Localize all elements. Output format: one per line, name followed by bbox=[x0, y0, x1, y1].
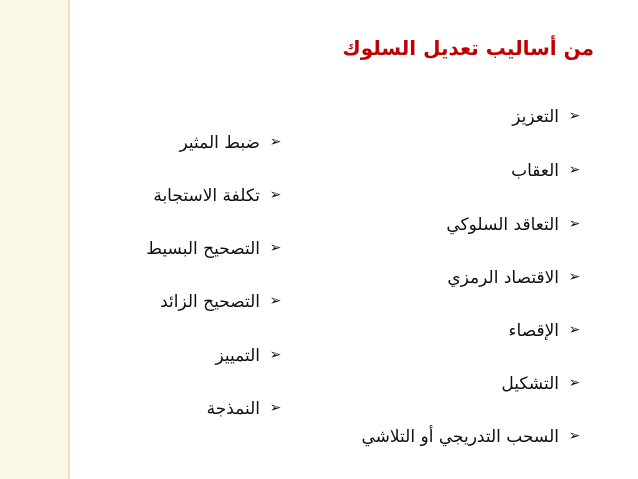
list-item-label: التصحيح البسيط bbox=[146, 239, 260, 259]
list-item-label: النمذجة bbox=[206, 399, 260, 419]
bullet-arrow-icon: ➢ bbox=[568, 162, 581, 178]
list-item bbox=[180, 132, 283, 154]
list-item bbox=[153, 185, 283, 207]
bullet-arrow-icon: ➢ bbox=[568, 375, 581, 391]
list-item-label: التشكيل bbox=[501, 374, 559, 394]
bullet-arrow-icon: ➢ bbox=[269, 347, 282, 363]
bullet-arrow-icon: ➢ bbox=[269, 134, 282, 150]
list-item-label: التعزيز bbox=[512, 107, 559, 127]
list-item bbox=[160, 291, 283, 313]
bullet-arrow-icon: ➢ bbox=[269, 400, 282, 416]
list-item bbox=[447, 267, 582, 289]
list-item-label: تكلفة الاستجابة bbox=[153, 186, 260, 206]
bullet-arrow-icon: ➢ bbox=[269, 293, 282, 309]
list-item-label: السحب التدريجي أو التلاشي bbox=[361, 427, 559, 447]
bullet-arrow-icon: ➢ bbox=[568, 216, 581, 232]
list-item-label: الإقصاء bbox=[508, 321, 559, 341]
side-decoration-rule bbox=[68, 0, 70, 479]
slide-title: من أساليب تعديل السلوك bbox=[342, 36, 594, 60]
list-item bbox=[509, 320, 582, 342]
list-item bbox=[512, 106, 582, 128]
bullet-arrow-icon: ➢ bbox=[568, 428, 581, 444]
bullet-arrow-icon: ➢ bbox=[568, 322, 581, 338]
list-item-label: الاقتصاد الرمزي bbox=[447, 268, 559, 288]
list-item bbox=[207, 398, 283, 420]
list-item bbox=[501, 373, 582, 395]
side-decoration-band bbox=[0, 0, 68, 479]
bullet-arrow-icon: ➢ bbox=[269, 187, 282, 203]
bullet-arrow-icon: ➢ bbox=[568, 108, 581, 124]
list-item bbox=[511, 160, 582, 182]
list-item bbox=[146, 238, 283, 260]
list-item-label: التمييز bbox=[215, 346, 260, 366]
bullet-arrow-icon: ➢ bbox=[269, 240, 282, 256]
list-item bbox=[446, 214, 582, 236]
list-item-label: ضبط المثير bbox=[179, 133, 260, 153]
list-item-label: التعاقد السلوكي bbox=[446, 215, 559, 235]
list-item-label: التصحيح الزائد bbox=[160, 292, 260, 312]
list-item bbox=[215, 345, 283, 367]
bullet-arrow-icon: ➢ bbox=[568, 269, 581, 285]
list-item bbox=[361, 426, 582, 448]
list-item-label: العقاب bbox=[511, 161, 559, 181]
